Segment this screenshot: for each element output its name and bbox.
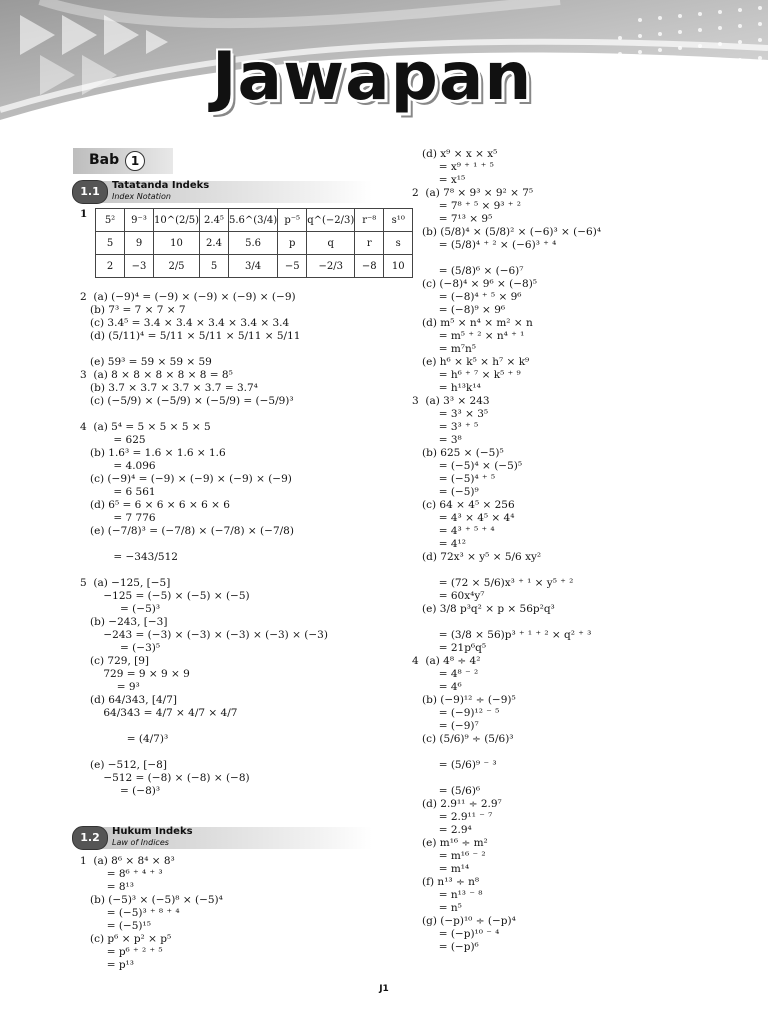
answer-line: = (5/6)⁹ ⁻ ³ bbox=[412, 759, 497, 771]
answer-line bbox=[412, 772, 601, 785]
table-question-number: 1 bbox=[80, 208, 88, 220]
answer-line: (e) 3/8 p³q² × p × 56p²q³ bbox=[412, 603, 555, 615]
answer-line bbox=[80, 564, 328, 577]
table-cell: 10^(2/5) bbox=[154, 209, 200, 232]
answers-section-1-1 bbox=[80, 291, 328, 798]
answers-right-column bbox=[412, 148, 601, 954]
answer-line: (d) m⁵ × n⁴ × m² × n bbox=[412, 317, 533, 329]
table-row bbox=[96, 232, 413, 255]
answer-line: = h⁶ ⁺ ⁷ × k⁵ ⁺ ⁹ bbox=[412, 369, 521, 381]
answer-line: = (−5)⁴ × (−5)⁵ bbox=[412, 460, 523, 472]
answer-line: = p⁶ ⁺ ² ⁺ ⁵ bbox=[80, 946, 163, 958]
table-row bbox=[96, 255, 413, 278]
answer-line: = 3³ ⁺ ⁵ bbox=[412, 421, 479, 433]
answer-line: = m⁷n⁵ bbox=[412, 343, 476, 355]
answer-line: 3 (a) 3³ × 243 bbox=[412, 395, 490, 407]
answer-line: = (−8)⁹ × 9⁶ bbox=[412, 304, 506, 316]
answer-line: (c) (5/6)⁹ ÷ (5/6)³ bbox=[412, 733, 514, 745]
answer-line: = (5/8)⁴ ⁺ ² × (−6)³ ⁺ ⁴ bbox=[412, 239, 557, 251]
answer-line: = n¹³ ⁻ ⁸ bbox=[412, 889, 483, 901]
answer-line: (c) p⁶ × p² × p⁵ bbox=[80, 933, 172, 945]
answer-line: 4 (a) 5⁴ = 5 × 5 × 5 × 5 bbox=[80, 421, 211, 433]
answer-line: (b) (−5)³ × (−5)⁸ × (−5)⁴ bbox=[80, 894, 223, 906]
answer-line: = 9³ bbox=[80, 681, 140, 693]
answer-line bbox=[80, 538, 328, 551]
answer-line: = h¹³k¹⁴ bbox=[412, 382, 481, 394]
answer-line bbox=[412, 746, 601, 759]
answer-line: = m¹⁴ bbox=[412, 863, 470, 875]
answer-line: = (−p)⁶ bbox=[412, 941, 479, 953]
answer-line: = 60x⁴y⁷ bbox=[412, 590, 485, 602]
answer-line: (d) 2.9¹¹ ÷ 2.9⁷ bbox=[412, 798, 502, 810]
answer-line: = p¹³ bbox=[80, 959, 134, 971]
section-number: 1.1 bbox=[72, 180, 108, 204]
answer-line: = 8¹³ bbox=[80, 881, 134, 893]
answer-line: (b) 1.6³ = 1.6 × 1.6 × 1.6 bbox=[80, 447, 226, 459]
answer-line: −125 = (−5) × (−5) × (−5) bbox=[80, 590, 250, 602]
answer-line: = (−5)³ ⁺ ⁸ ⁺ ⁴ bbox=[80, 907, 180, 919]
section-header-1-1 bbox=[72, 179, 372, 205]
table-cell: 2 bbox=[96, 255, 125, 278]
section-title: Tatatanda Indeks bbox=[112, 180, 210, 191]
answer-line bbox=[412, 252, 601, 265]
table-cell: 5² bbox=[96, 209, 125, 232]
answer-line: −512 = (−8) × (−8) × (−8) bbox=[80, 772, 250, 784]
answer-line: = (−9)¹² ⁻ ⁵ bbox=[412, 707, 500, 719]
answer-line: = (3/8 × 56)p³ ⁺ ¹ ⁺ ² × q² ⁺ ³ bbox=[412, 629, 592, 641]
answer-line: (f) n¹³ ÷ n⁸ bbox=[412, 876, 480, 888]
table-cell: −3 bbox=[125, 255, 154, 278]
table-cell: 2.4⁵ bbox=[200, 209, 229, 232]
answer-line: (b) −243, [−3] bbox=[80, 616, 168, 628]
chapter-label bbox=[73, 148, 173, 174]
answer-line: = 2.9¹¹ ⁻ ⁷ bbox=[412, 811, 493, 823]
answer-line: = (−3)⁵ bbox=[80, 642, 161, 654]
answer-line: (c) (−8)⁴ × 9⁶ × (−8)⁵ bbox=[412, 278, 538, 290]
table-cell: 5 bbox=[96, 232, 125, 255]
answer-line: 4 (a) 4⁸ ÷ 4² bbox=[412, 655, 481, 667]
answer-line bbox=[80, 720, 328, 733]
answer-line: −243 = (−3) × (−3) × (−3) × (−3) × (−3) bbox=[80, 629, 328, 641]
answer-line: (b) (5/8)⁴ × (5/8)² × (−6)³ × (−6)⁴ bbox=[412, 226, 602, 238]
answer-line: 1 (a) 8⁶ × 8⁴ × 8³ bbox=[80, 855, 175, 867]
table-cell: p bbox=[278, 232, 307, 255]
answer-line: (c) 3.4⁵ = 3.4 × 3.4 × 3.4 × 3.4 × 3.4 bbox=[80, 317, 290, 329]
answer-line: = 6 561 bbox=[80, 486, 156, 498]
table-cell: 9 bbox=[125, 232, 154, 255]
answer-line: (c) (−5/9) × (−5/9) × (−5/9) = (−5/9)³ bbox=[80, 395, 294, 407]
answer-line: (c) 64 × 4⁵ × 256 bbox=[412, 499, 515, 511]
answer-line: = (−8)⁴ ⁺ ⁵ × 9⁶ bbox=[412, 291, 522, 303]
section-header-1-2 bbox=[72, 825, 372, 851]
answer-line: = (72 × 5/6)x³ ⁺ ¹ × y⁵ ⁺ ² bbox=[412, 577, 574, 589]
section-title: Hukum Indeks bbox=[112, 826, 193, 837]
section-subtitle: Index Notation bbox=[112, 192, 171, 201]
answer-line: 3 (a) 8 × 8 × 8 × 8 × 8 = 8⁵ bbox=[80, 369, 233, 381]
table-cell: −2/3 bbox=[307, 255, 355, 278]
answer-line: = (−5)⁹ bbox=[412, 486, 479, 498]
answer-line: (e) −512, [−8] bbox=[80, 759, 167, 771]
index-table bbox=[95, 208, 413, 278]
answers-section-1-2 bbox=[80, 855, 223, 972]
answer-line: 64/343 = 4/7 × 4/7 × 4/7 bbox=[80, 707, 238, 719]
answer-line: 2 (a) 7⁸ × 9³ × 9² × 7⁵ bbox=[412, 187, 534, 199]
answer-line: 5 (a) −125, [−5] bbox=[80, 577, 171, 589]
table-row bbox=[96, 209, 413, 232]
table-cell: 5.6 bbox=[229, 232, 278, 255]
answer-line: = m¹⁶ ⁻ ² bbox=[412, 850, 486, 862]
answer-line: 2 (a) (−9)⁴ = (−9) × (−9) × (−9) × (−9) bbox=[80, 291, 296, 303]
answer-line: = (−p)¹⁰ ⁻ ⁴ bbox=[412, 928, 500, 940]
chapter-word: Bab bbox=[89, 152, 120, 168]
table-cell: s¹⁰ bbox=[384, 209, 413, 232]
answer-line: = 21p⁶q⁵ bbox=[412, 642, 487, 654]
answer-line: = 2.9⁴ bbox=[412, 824, 472, 836]
page-title: Jawapan bbox=[212, 38, 533, 115]
answer-line: = x¹⁵ bbox=[412, 174, 466, 186]
answer-line: = 4.096 bbox=[80, 460, 156, 472]
table-cell: 10 bbox=[384, 255, 413, 278]
answer-line: = 7¹³ × 9⁵ bbox=[412, 213, 493, 225]
table-cell: r⁻⁸ bbox=[355, 209, 384, 232]
table-cell: q bbox=[307, 232, 355, 255]
answer-line: (d) 64/343, [4/7] bbox=[80, 694, 177, 706]
table-cell: −8 bbox=[355, 255, 384, 278]
answer-line: = 4⁸ ⁻ ² bbox=[412, 668, 479, 680]
answer-line: (b) 7³ = 7 × 7 × 7 bbox=[80, 304, 186, 316]
answer-line: (e) m¹⁶ ÷ m² bbox=[412, 837, 488, 849]
answer-line: = (4/7)³ bbox=[80, 733, 169, 745]
answer-line: = (5/8)⁶ × (−6)⁷ bbox=[412, 265, 524, 277]
table-cell: 9⁻³ bbox=[125, 209, 154, 232]
table-cell: −5 bbox=[278, 255, 307, 278]
answer-line: = 4¹² bbox=[412, 538, 466, 550]
answer-line: = 7⁸ ⁺ ⁵ × 9³ ⁺ ² bbox=[412, 200, 521, 212]
answer-line: = 3³ × 3⁵ bbox=[412, 408, 489, 420]
answer-line: (e) (−7/8)³ = (−7/8) × (−7/8) × (−7/8) bbox=[80, 525, 294, 537]
answer-line: = 4⁶ bbox=[412, 681, 462, 693]
answer-line: = (5/6)⁶ bbox=[412, 785, 481, 797]
answer-line: (b) 625 × (−5)⁵ bbox=[412, 447, 504, 459]
answer-line: = 4³ × 4⁵ × 4⁴ bbox=[412, 512, 515, 524]
answer-line: = (−8)³ bbox=[80, 785, 161, 797]
answer-line bbox=[412, 564, 601, 577]
section-subtitle: Law of Indices bbox=[112, 838, 169, 847]
table-cell: 5.6^(3/4) bbox=[229, 209, 278, 232]
answer-line: 729 = 9 × 9 × 9 bbox=[80, 668, 190, 680]
chapter-number: 1 bbox=[125, 151, 145, 171]
answer-line bbox=[80, 408, 328, 421]
answer-line: (d) 72x³ × y⁵ × 5/6 xy² bbox=[412, 551, 542, 563]
section-number: 1.2 bbox=[72, 826, 108, 850]
table-cell: 3/4 bbox=[229, 255, 278, 278]
answer-line: = 4³ ⁺ ⁵ ⁺ ⁴ bbox=[412, 525, 495, 537]
answer-line: (c) (−9)⁴ = (−9) × (−9) × (−9) × (−9) bbox=[80, 473, 292, 485]
answer-line: = 8⁶ ⁺ ⁴ ⁺ ³ bbox=[80, 868, 163, 880]
answer-line bbox=[80, 746, 328, 759]
table-cell: 2.4 bbox=[200, 232, 229, 255]
table-cell: p⁻⁵ bbox=[278, 209, 307, 232]
answer-line: (d) x⁹ × x × x⁵ bbox=[412, 148, 498, 160]
answer-line: = (−5)¹⁵ bbox=[80, 920, 151, 932]
header-banner bbox=[0, 0, 768, 140]
table-cell: r bbox=[355, 232, 384, 255]
answer-line: = (−5)⁴ ⁺ ⁵ bbox=[412, 473, 496, 485]
answer-line: = n⁵ bbox=[412, 902, 462, 914]
answer-line: = x⁹ ⁺ ¹ ⁺ ⁵ bbox=[412, 161, 494, 173]
answer-line: (b) (−9)¹² ÷ (−9)⁵ bbox=[412, 694, 516, 706]
answer-line: (c) 729, [9] bbox=[80, 655, 150, 667]
answer-line: (e) h⁶ × k⁵ × h⁷ × k⁹ bbox=[412, 356, 530, 368]
answer-line: (e) 59³ = 59 × 59 × 59 bbox=[80, 356, 212, 368]
answer-line: (b) 3.7 × 3.7 × 3.7 × 3.7 = 3.7⁴ bbox=[80, 382, 258, 394]
table-cell: 5 bbox=[200, 255, 229, 278]
answer-line: = 625 bbox=[80, 434, 146, 446]
page-number: J1 bbox=[379, 984, 389, 994]
table-cell: s bbox=[384, 232, 413, 255]
answer-line: (d) 6⁵ = 6 × 6 × 6 × 6 × 6 bbox=[80, 499, 230, 511]
table-cell: q^(−2/3) bbox=[307, 209, 355, 232]
answer-line: = 7 776 bbox=[80, 512, 156, 524]
answer-line: = m⁵ ⁺ ² × n⁴ ⁺ ¹ bbox=[412, 330, 525, 342]
answer-line bbox=[80, 343, 328, 356]
answer-line: (d) (5/11)⁴ = 5/11 × 5/11 × 5/11 × 5/11 bbox=[80, 330, 301, 342]
answer-line: (g) (−p)¹⁰ ÷ (−p)⁴ bbox=[412, 915, 516, 927]
answer-line bbox=[412, 616, 601, 629]
answer-line: = 3⁸ bbox=[412, 434, 462, 446]
table-cell: 2/5 bbox=[154, 255, 200, 278]
answer-line: = (−5)³ bbox=[80, 603, 161, 615]
table-cell: 10 bbox=[154, 232, 200, 255]
answer-line: = (−9)⁷ bbox=[412, 720, 479, 732]
answer-line: = −343/512 bbox=[80, 551, 178, 563]
